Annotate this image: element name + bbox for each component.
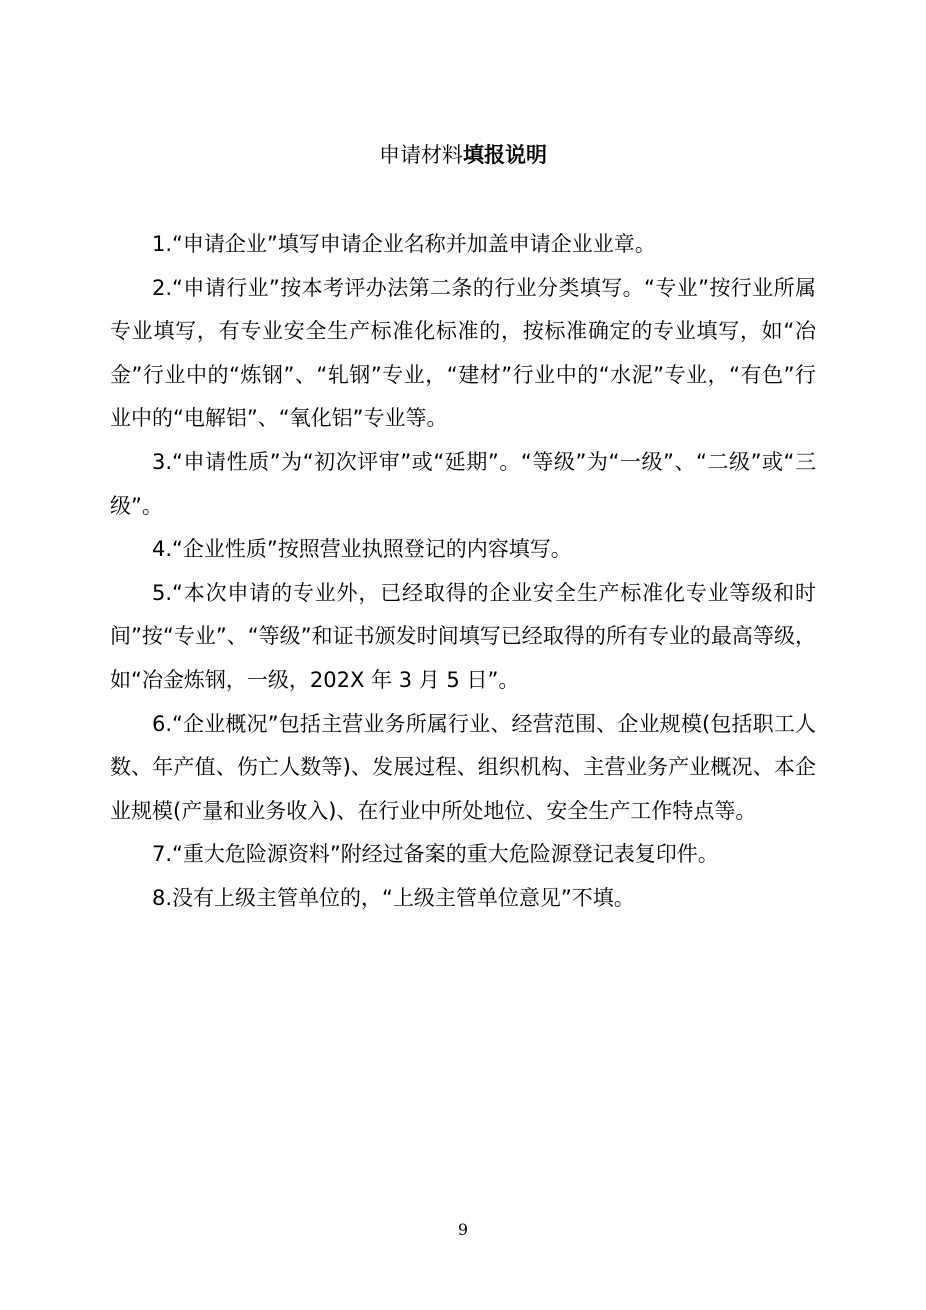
instruction-item-5: 5.“本次申请的专业外，已经取得的企业安全生产标准化专业等级和时间”按“专业”、“等级”和证书颁发时间填写已经取得的所有专业的最高等级，如“冶金炼钢，一级，202X 年 3 月 5 日”。 [110, 580, 816, 692]
page-number: 9 [457, 1220, 469, 1239]
page-title [0, 140, 926, 170]
title-bold-part: 填报说明 [463, 143, 547, 167]
instruction-item-2: 2.“申请行业”按本考评办法第二条的行业分类填写。“专业”按行业所属专业填写，有专业安全生产标准化标准的，按标准确定的专业填写，如“冶金”行业中的“炼钢”、“轧钢”专业，“建材”行业中的“水泥”专业，“有色”行业中的“电解铝”、“氧化铝”专业等。 [110, 275, 816, 431]
title-regular-part: 申请材料 [379, 143, 463, 167]
instructions-body [110, 223, 816, 921]
instruction-item-4: 4.“企业性质”按照营业执照登记的内容填写。 [152, 537, 572, 562]
instruction-item-6: 6.“企业概况”包括主营业务所属行业、经营范围、企业规模(包括职工人数、年产值、伤亡人数等)、发展过程、组织机构、主营业务产业概况、本企业规模(产量和业务收入)、在行业中所处地位、安全生产工作特点等。 [110, 711, 816, 823]
instruction-item-1: 1.“申请企业”填写申请企业名称并加盖申请企业业章。 [152, 232, 656, 256]
instruction-item-7: 7.“重大危险源资料”附经过备案的重大危险源登记表复印件。 [152, 842, 719, 867]
instruction-item-3: 3.“申请性质”为“初次评审”或“延期”。“等级”为“一级”、“二级”或“三级”。 [110, 449, 816, 518]
instruction-item-8: 8.没有上级主管单位的，“上级主管单位意见”不填。 [152, 885, 635, 910]
